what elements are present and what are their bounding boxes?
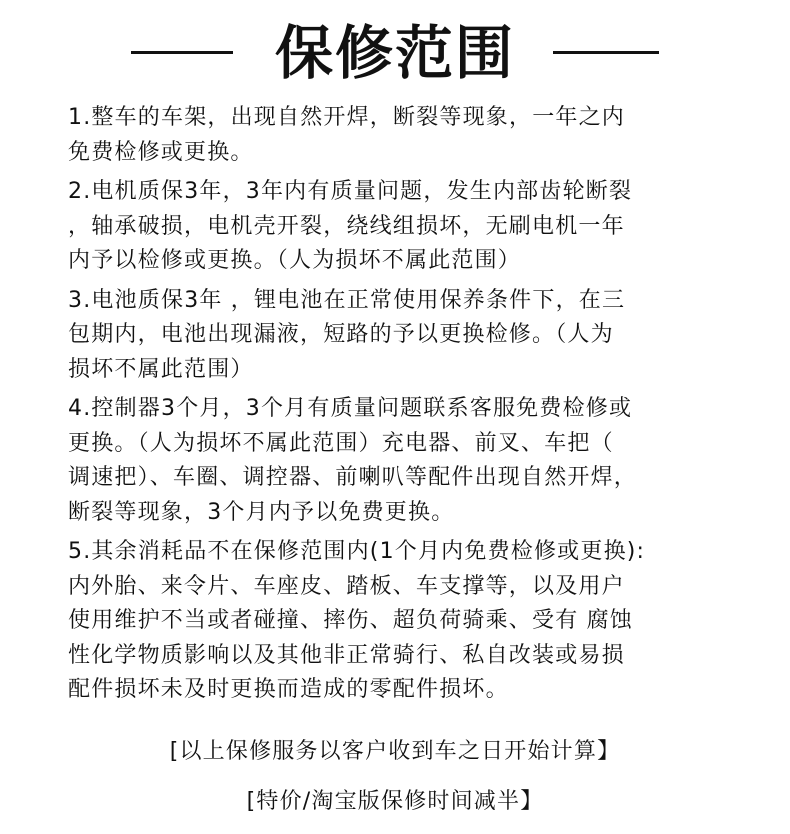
service-start-note: [以上保修服务以客户收到车之日开始计算】 [169,739,621,764]
item-line: 2.电机质保3年，3年内有质量问题，发生内部齿轮断裂 [68,179,633,204]
item-line: 性化学物质影响以及其他非正常骑行、私自改装或易损 [68,642,625,668]
item-line: 5.其余消耗品不在保修范围内(1个月内免费检修或更换): [68,539,646,564]
item-line: 包期内，电池出现漏液，短路的予以更换检修。（人为 [68,322,614,347]
warranty-item-5 [68,535,728,708]
item-line: 调速把）、车圈、调控器、前喇叭等配件出现自然开焊， [68,465,638,490]
item-line: 配件损坏未及时更换而造成的零配件损坏。 [68,677,509,702]
item-line: 免费检修或更换。 [68,139,254,165]
title-right-rule [553,51,659,54]
item-line: 损坏不属此范围） [68,356,254,382]
item-line: 内外胎、来令片、车座皮、踏板、车支撑等，以及用户 [68,573,625,599]
page-title: 保修范围 [274,19,515,87]
item-line: 3.电池质保3年 ，锂电池在正常使用保养条件下，在三 [68,287,626,313]
item-line: 内予以检修或更换。（人为损坏不属此范围） [68,248,522,273]
discount-version-note: [特价/淘宝版保修时间减半】 [246,789,544,814]
warranty-items-list [68,101,728,713]
title-row [0,14,790,94]
item-line: ，轴承破损，电机壳开裂，绕线组损坏，无刷电机一年 [68,213,625,239]
warranty-item-2 [68,175,728,279]
warranty-item-3 [68,284,728,388]
warranty-item-4 [68,392,728,530]
item-line: 断裂等现象，3个月内予以免费更换。 [68,499,455,525]
item-line: 使用维护不当或者碰撞、摔伤、超负荷骑乘、受有 腐蚀 [68,608,633,633]
item-line: 1.整车的车架，出现自然开焊，断裂等现象，一年之内 [68,105,625,130]
warranty-item-1 [68,101,728,170]
item-line: 4.控制器3个月，3个月有质量问题联系客服免费检修或 [68,396,633,421]
title-left-rule [131,51,233,54]
item-line: 更换。（人为损坏不属此范围）充电器、前叉、车把（ [68,430,614,456]
